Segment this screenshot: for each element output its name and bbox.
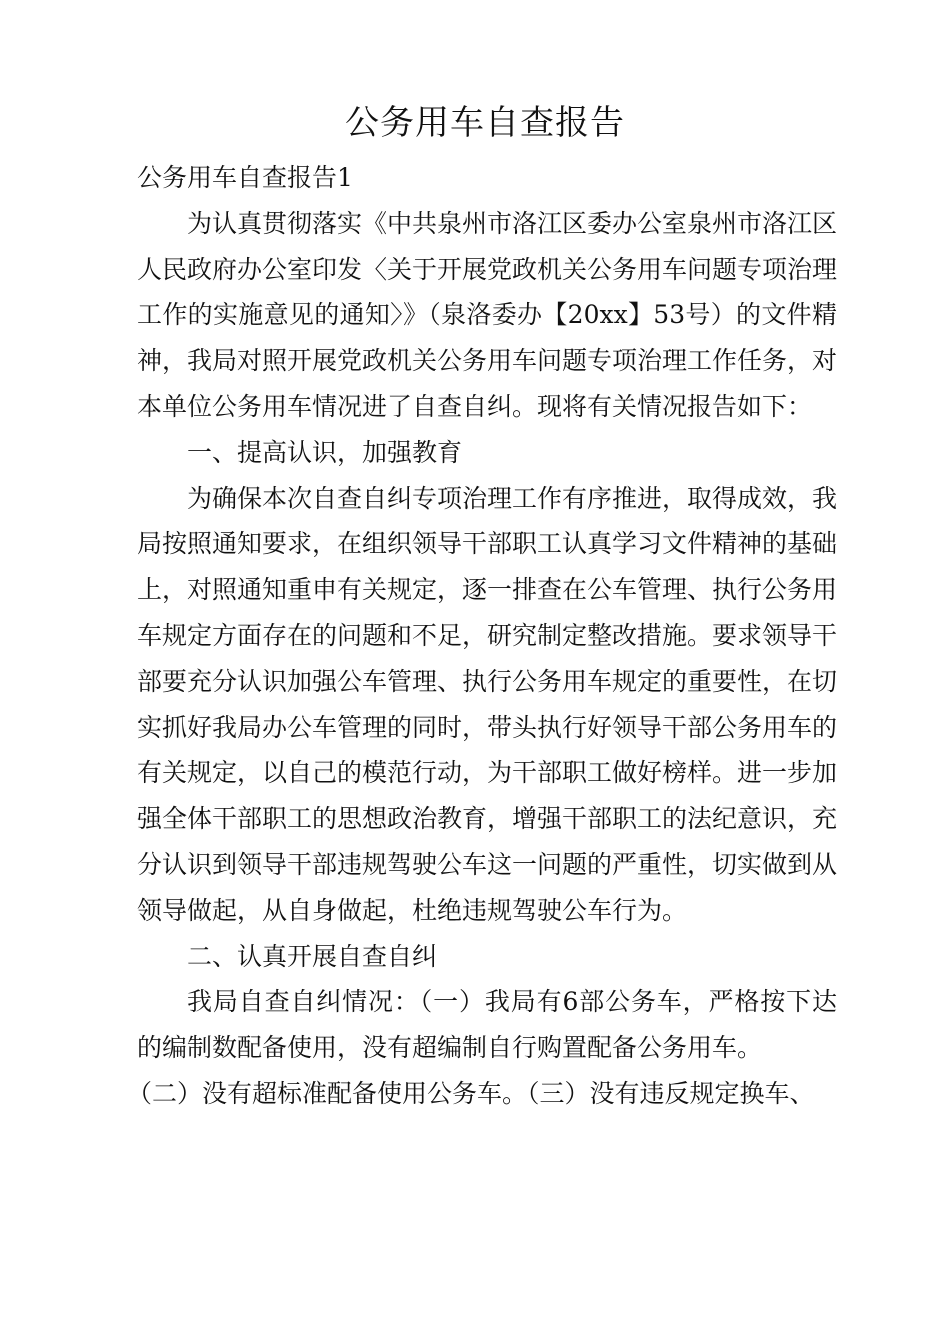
section-heading-1: 一、提高认识，加强教育 bbox=[187, 437, 463, 467]
section-2-paragraph: 我局自查自纠情况：（一）我局有6部公务车，严格按下达的编制数配备使用，没有超编制自行购置配备公务用车。 bbox=[137, 987, 837, 1063]
section-heading-2: 二、认真开展自查自纠 bbox=[187, 941, 438, 971]
section-2-continuation: （二）没有超标准配备使用公务车。（三）没有违反规定换车、 bbox=[127, 1078, 815, 1108]
section-1-paragraph: 为确保本次自查自纠专项治理工作有序推进，取得成效，我局按照通知要求，在组织领导干部职工认真学习文件精神的基础上，对照通知重申有关规定，逐一排查在公车管理、执行公务用车规定方面存在的问题和不足，研究制定整改措施。要求领导干部要充分认识加强公车管理、执行公务用车规定的重要性，在切实抓好我局办公车管理的同时，带头执行好领导干部公务用车的有关规定，以自己的模范行动，为干部职工做好榜样。进一步加强全体干部职工的思想政治教育，增强干部职工的法纪意识，充分认识到领导干部违规驾驶公车这一问题的严重性，切实做到从领导做起，从自身做起，杜绝违规驾驶公车行为。 bbox=[137, 483, 838, 925]
document-body bbox=[127, 155, 838, 1117]
document-title: 公务用车自查报告 bbox=[345, 103, 625, 143]
report-subtitle: 公务用车自查报告1 bbox=[137, 163, 353, 192]
intro-paragraph: 为认真贯彻落实《中共泉州市洛江区委办公室泉州市洛江区人民政府办公室印发〈关于开展党政机关公务用车问题专项治理工作的实施意见的通知〉》（泉洛委办【20xx】53号）的文件精神，我局对照开展党政机关公务用车问题专项治理工作任务，对本单位公务用车情况进了自查自纠。现将有关情况报告如下： bbox=[137, 208, 838, 421]
